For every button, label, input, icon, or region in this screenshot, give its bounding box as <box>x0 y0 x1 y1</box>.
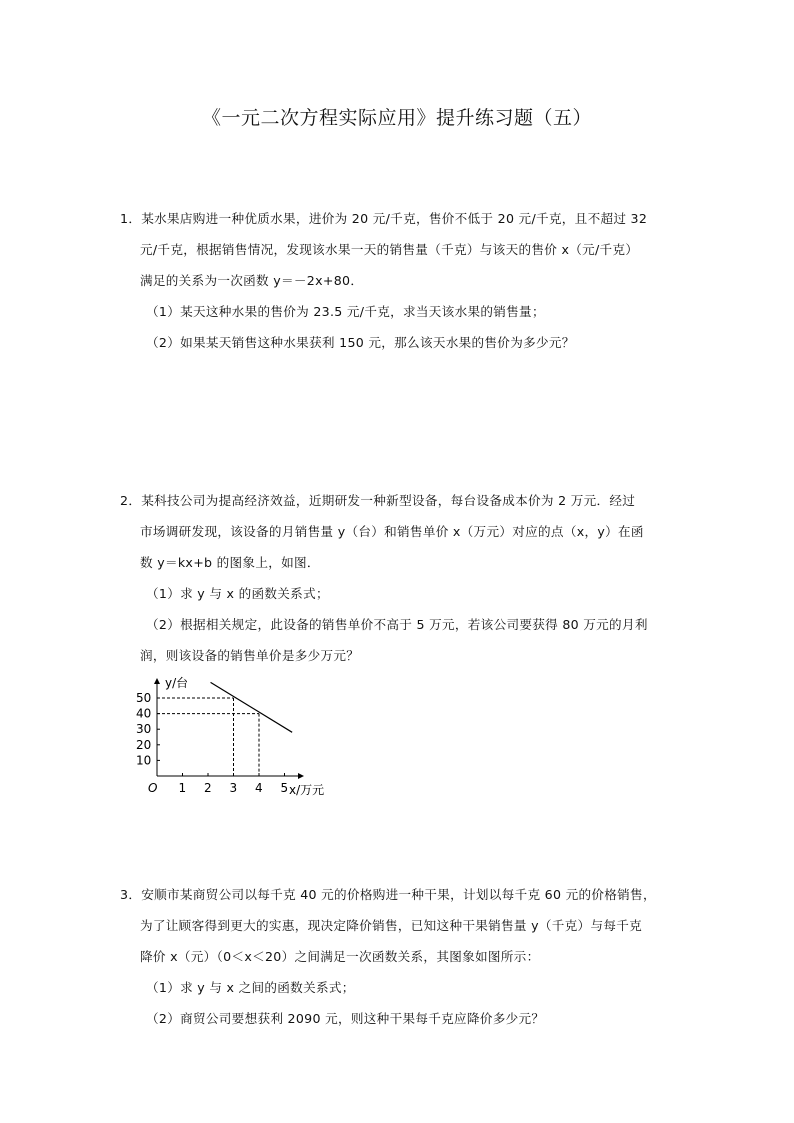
y-tick-label: 30 <box>136 722 152 737</box>
q1-part-1: （1）某天这种水果的售价为 23.5 元/千克，求当天该水果的销售量； <box>146 304 545 319</box>
x-tick-label: 3 <box>229 781 238 795</box>
q3-line-2: 为了让顾客得到更大的实惠，现决定降价销售，已知这种干果销售量 y（千克）与每千克 <box>140 918 643 933</box>
q2-chart <box>120 668 360 808</box>
q2-part-1: （1）求 y 与 x 的函数关系式； <box>146 586 329 601</box>
x-tick-label: 1 <box>178 781 187 795</box>
x-tick-label: 5 <box>280 781 289 795</box>
q1-line-1: 1．某水果店购进一种优质水果，进价为 20 元/千克，售价不低于 20 元/千克，且不超过 32 <box>120 211 648 226</box>
q2-line-1: 2．某科技公司为提高经济效益，近期研发一种新型设备，每台设备成本价为 2 万元．经过 <box>120 493 636 508</box>
q2-part-2: （2）根据相关规定，此设备的销售单价不高于 5 万元，若该公司要获得 80 万元的月利 <box>146 617 648 632</box>
y-tick-label: 50 <box>136 691 152 705</box>
y-axis-arrow <box>154 678 160 684</box>
x-axis-label: x/万元 <box>289 783 325 797</box>
q1-part-2: （2）如果某天销售这种水果获利 150 元，那么该天水果的售价为多少元？ <box>146 335 575 350</box>
q2-part-2-cont: 润，则该设备的销售单价是多少万元？ <box>140 648 360 663</box>
q2-line-2: 市场调研发现，该设备的月销售量 y（台）和销售单价 x（万元）对应的点（x，y）在函 <box>140 524 644 539</box>
q2-line-3: 数 y＝kx+b 的图象上，如图． <box>140 555 320 570</box>
origin-label: O <box>148 781 158 795</box>
x-axis-arrow <box>298 773 304 779</box>
q3-part-2: （2）商贸公司要想获利 2090 元，则这种干果每千克应降价多少元？ <box>146 1011 545 1026</box>
q3-part-1: （1）求 y 与 x 之间的函数关系式； <box>146 980 355 995</box>
y-axis-label: y/台 <box>165 676 189 690</box>
q1-line-3: 满足的关系为一次函数 y＝－2x+80． <box>140 273 364 288</box>
x-tick-label: 4 <box>255 781 263 795</box>
x-tick-label: 2 <box>204 781 212 795</box>
page-title: 《一元二次方程实际应用》提升练习题（五） <box>201 107 592 129</box>
y-tick-label: 20 <box>136 737 152 752</box>
q3-line-3: 降价 x（元）（0＜x＜20）之间满足一次函数关系，其图象如图所示： <box>140 949 540 964</box>
series-line <box>211 682 293 732</box>
q3-line-1: 3．安顺市某商贸公司以每千克 40 元的价格购进一种干果，计划以每千克 60 元的价格销售， <box>120 887 656 902</box>
q1-line-2: 元/千克，根据销售情况，发现该水果一天的销售量（千克）与该天的售价 x（元/千克） <box>140 242 639 257</box>
y-tick-label: 40 <box>136 706 152 721</box>
y-tick-label: 10 <box>136 753 152 768</box>
